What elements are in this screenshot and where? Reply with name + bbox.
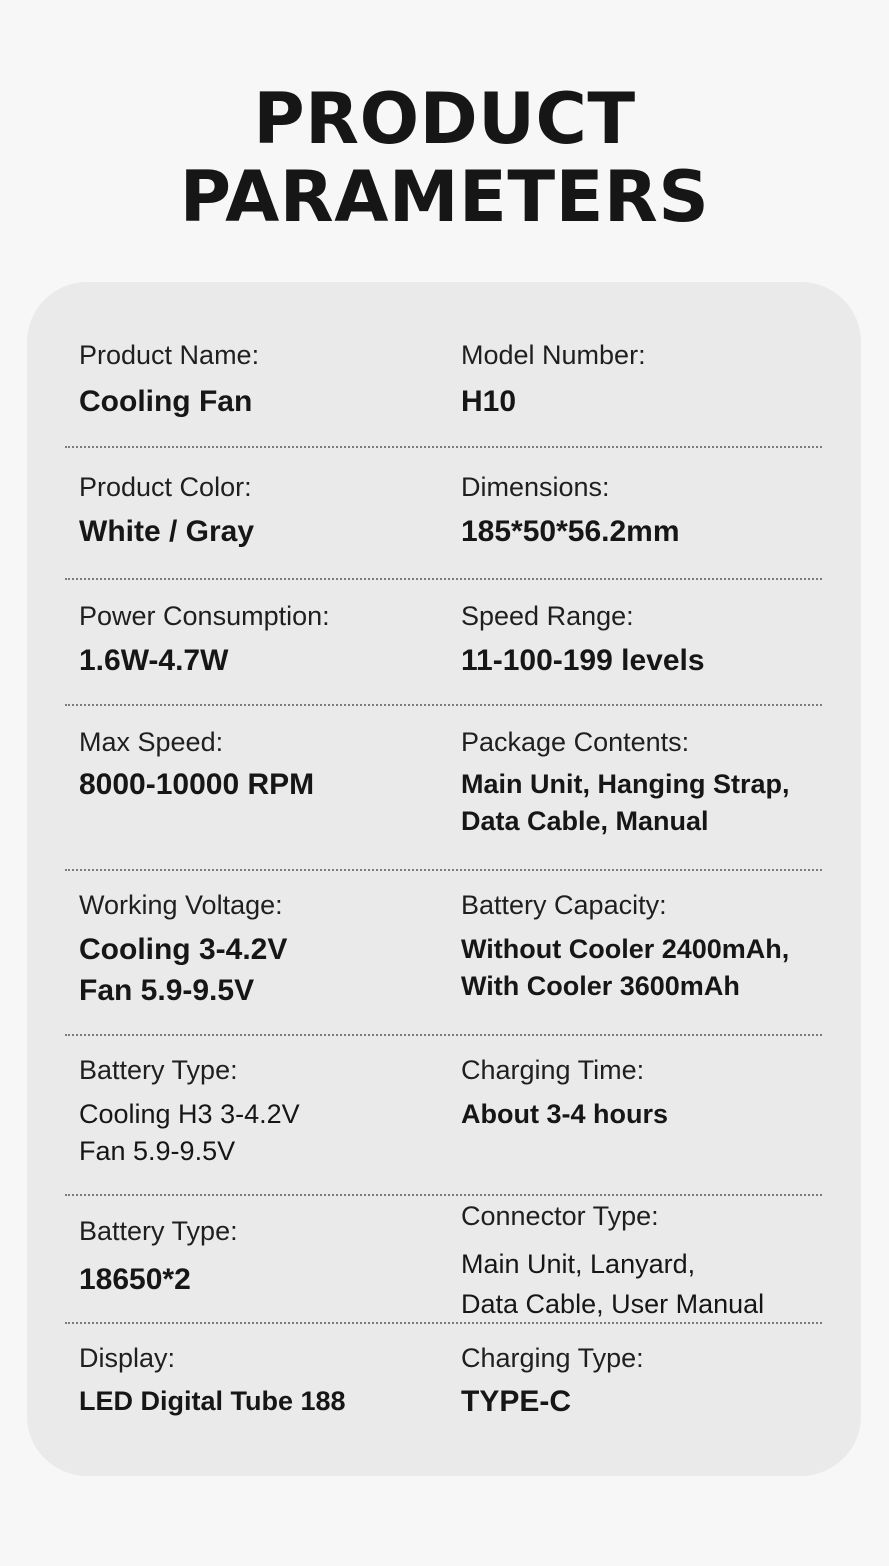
param-battery-type-2: [79, 1215, 439, 1299]
param-value: H10: [461, 385, 517, 418]
param-label: Battery Type:: [79, 1216, 238, 1246]
param-value: TYPE-C: [461, 1385, 572, 1418]
dotted-divider: [65, 1322, 822, 1324]
param-value: Main Unit, Hanging Strap, Data Cable, Manual: [461, 769, 790, 836]
param-label: Charging Type:: [461, 1343, 644, 1373]
param-value: 8000-10000 RPM: [79, 768, 315, 801]
param-value: 185*50*56.2mm: [461, 515, 680, 548]
page-title: [0, 80, 889, 236]
title-line-2: PARAMETERS: [179, 156, 710, 238]
param-label: Display:: [79, 1343, 176, 1373]
param-value: About 3-4 hours: [461, 1099, 668, 1129]
dotted-divider: [65, 704, 822, 706]
param-label: Max Speed:: [79, 727, 224, 757]
param-label: Battery Capacity:: [461, 890, 667, 920]
dotted-divider: [65, 446, 822, 448]
param-label: Power Consumption:: [79, 601, 330, 631]
param-working-voltage: [79, 889, 439, 1011]
param-label: Model Number:: [461, 340, 646, 370]
param-value: 1.6W-4.7W: [79, 644, 229, 677]
param-speed-range: [461, 600, 851, 680]
param-value: Cooling H3 3-4.2V Fan 5.9-9.5V: [79, 1099, 300, 1166]
parameters-card: [27, 282, 861, 1476]
param-power-consumption: [79, 600, 439, 680]
param-connector-type: [461, 1200, 851, 1324]
param-product-color: [79, 471, 439, 551]
param-value: 18650*2: [79, 1263, 191, 1296]
param-charging-time: [461, 1054, 851, 1133]
param-value: 11-100-199 levels: [461, 644, 705, 677]
param-label: Battery Type:: [79, 1055, 238, 1085]
param-value: Main Unit, Lanyard, Data Cable, User Manual: [461, 1249, 765, 1319]
param-product-name: [79, 339, 439, 421]
param-label: Speed Range:: [461, 601, 634, 631]
param-value: LED Digital Tube 188: [79, 1386, 346, 1416]
param-label: Connector Type:: [461, 1201, 659, 1231]
param-value: Cooling Fan: [79, 385, 253, 418]
param-max-speed: [79, 726, 439, 804]
param-package-contents: [461, 726, 851, 840]
param-label: Product Name:: [79, 340, 260, 370]
param-value: White / Gray: [79, 515, 255, 548]
dotted-divider: [65, 1034, 822, 1036]
title-line-1: PRODUCT: [253, 78, 636, 160]
dotted-divider: [65, 1194, 822, 1196]
param-label: Product Color:: [79, 472, 252, 502]
param-battery-capacity: [461, 889, 851, 1005]
param-label: Working Voltage:: [79, 890, 283, 920]
param-label: Dimensions:: [461, 472, 610, 502]
param-charging-type: [461, 1342, 851, 1421]
param-display: [79, 1342, 439, 1420]
param-model-number: [461, 339, 851, 421]
dotted-divider: [65, 578, 822, 580]
param-value: Cooling 3-4.2V Fan 5.9-9.5V: [79, 933, 288, 1007]
param-dimensions: [461, 471, 851, 551]
param-label: Charging Time:: [461, 1055, 645, 1085]
param-value: Without Cooler 2400mAh, With Cooler 3600mAh: [461, 934, 790, 1001]
param-label: Package Contents:: [461, 727, 690, 757]
param-battery-type: [79, 1054, 439, 1170]
dotted-divider: [65, 869, 822, 871]
